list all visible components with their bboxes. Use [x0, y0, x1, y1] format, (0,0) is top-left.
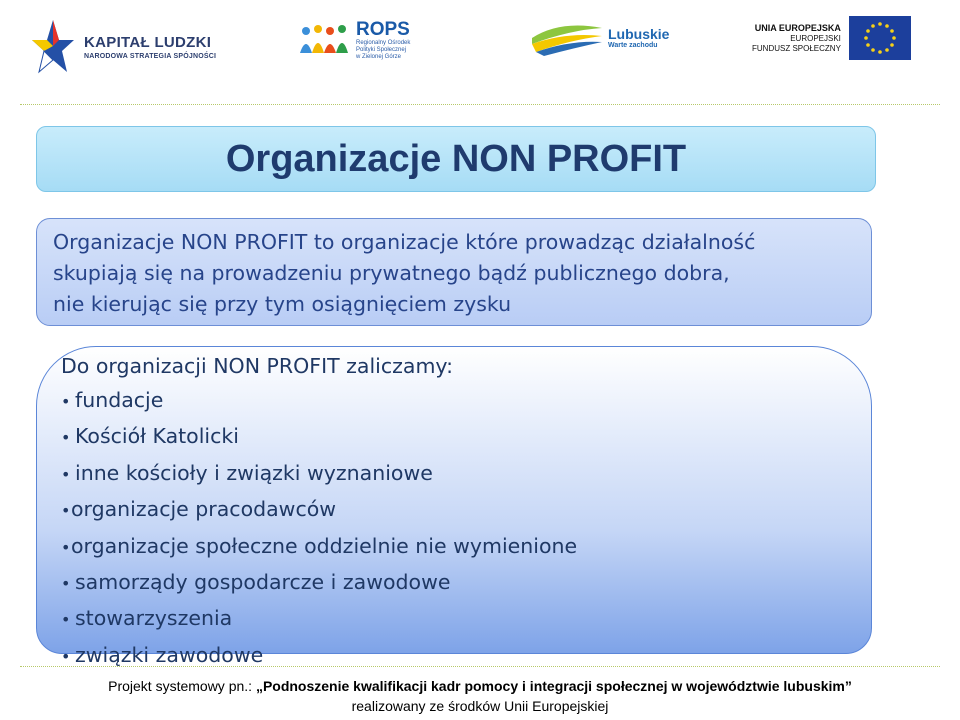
- logo-header: [0, 0, 960, 100]
- rops-people-icon: [298, 23, 350, 59]
- list-item-text: organizacje pracodawców: [71, 497, 337, 522]
- list-item-text: Kościół Katolicki: [75, 424, 239, 449]
- lubuskie-subtitle: Warte zachodu: [608, 42, 658, 49]
- kapital-ludzki-title: KAPITAŁ LUDZKI: [84, 34, 212, 51]
- footer-prefix: Projekt systemowy pn.:: [108, 678, 256, 694]
- list-heading: Do organizacji NON PROFIT zaliczamy:: [61, 354, 453, 378]
- header-divider: [20, 104, 940, 106]
- footer-divider: [20, 666, 940, 668]
- bullet-icon: •: [61, 501, 71, 521]
- bullet-icon: •: [61, 537, 71, 557]
- list-item: [61, 565, 847, 601]
- bullet-icon: •: [61, 610, 71, 630]
- lubuskie-title: Lubuskie: [608, 26, 670, 42]
- page-title: Organizacje NON PROFIT: [225, 137, 687, 180]
- definition-box: [36, 218, 872, 326]
- eu-line2: EUROPEJSKI: [790, 33, 841, 43]
- bullet-icon: •: [61, 428, 71, 448]
- kapital-ludzki-logo: [30, 16, 216, 78]
- list-item: [61, 638, 847, 674]
- bullet-icon: •: [61, 646, 71, 666]
- rops-logo: [298, 20, 410, 61]
- rops-subtitle-1: Regionalny Ośrodek: [356, 40, 411, 46]
- list-box: [36, 346, 872, 667]
- list-item-text: inne kościoły i związki wyznaniowe: [75, 460, 433, 485]
- rops-title: ROPS: [356, 19, 410, 40]
- non-profit-list: [61, 383, 847, 674]
- bullet-icon: •: [61, 574, 71, 594]
- kapital-ludzki-star-icon: [30, 16, 76, 78]
- lubuskie-logo: [530, 18, 669, 58]
- list-item-text: samorządy gospodarcze i zawodowe: [75, 570, 451, 595]
- kapital-ludzki-subtitle: NARODOWA STRATEGIA SPÓJNOŚCI: [84, 53, 217, 60]
- list-item: [61, 492, 847, 528]
- list-item: [61, 383, 847, 419]
- list-item-text: stowarzyszenia: [75, 606, 233, 631]
- footer-line1: [0, 676, 960, 696]
- eu-line1: UNIA EUROPEJSKA: [754, 22, 841, 33]
- list-item-text: związki zawodowe: [75, 642, 264, 667]
- footer-project-name: „Podnoszenie kwalifikacji kadr pomocy i integracji społecznej w województwie lubuskim”: [255, 678, 852, 694]
- eu-flag-icon: [849, 16, 911, 60]
- list-item: [61, 419, 847, 455]
- bullet-icon: •: [61, 392, 71, 411]
- footer-line2: realizowany ze środków Unii Europejskiej: [351, 698, 609, 714]
- footer: [0, 676, 960, 716]
- title-box: [36, 126, 876, 192]
- list-item-text: organizacje społeczne oddzielnie nie wymienione: [71, 533, 578, 558]
- rops-subtitle-3: w Zielonej Górze: [356, 54, 402, 60]
- bullet-icon: •: [61, 464, 71, 484]
- lubuskie-wave-icon: [530, 18, 604, 58]
- rops-subtitle-2: Polityki Społecznej: [356, 47, 407, 53]
- list-item-text: fundacje: [75, 388, 164, 412]
- list-item: [61, 601, 847, 637]
- list-item: [61, 529, 847, 565]
- definition-text: Organizacje NON PROFIT to organizacje które prowadząc działalność skupiają się na prowadzeniu prywatnego bądź publicznego dobra, nie kierując się przy tym osiągnięciem zysku: [53, 230, 756, 316]
- eu-line3: FUNDUSZ SPOŁECZNY: [752, 43, 841, 53]
- eu-logo: [752, 16, 911, 60]
- list-item: [61, 456, 847, 492]
